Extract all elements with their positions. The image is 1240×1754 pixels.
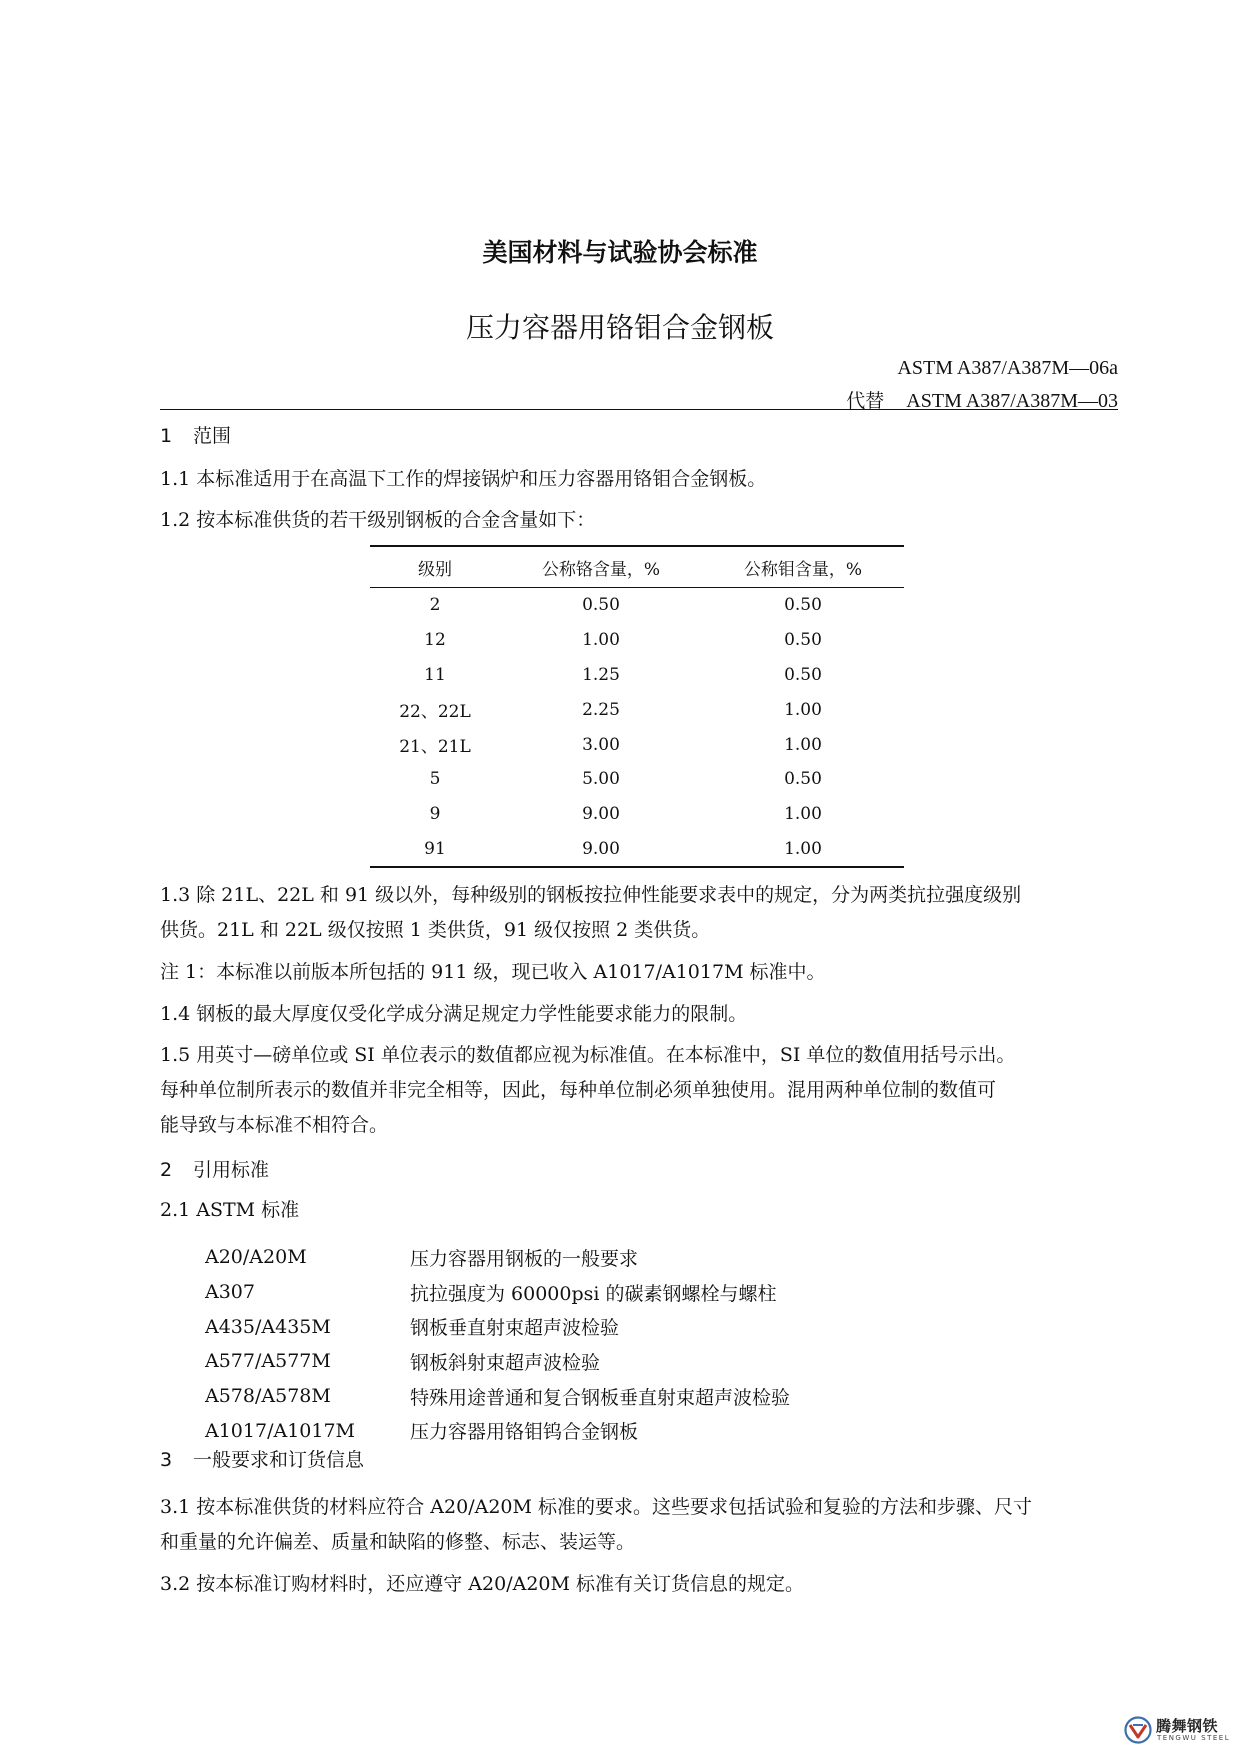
paragraph-3-1-line-1: 3.1 按本标准供货的材料应符合 A20/A20M 标准的要求。这些要求包括试验和复验的方法和步骤、尺寸 [160, 1496, 1032, 1518]
table-row [370, 658, 904, 693]
cell-grade: 12 [424, 630, 446, 651]
cell-grade: 9 [429, 804, 441, 825]
paragraph-1-5-line-2: 每种单位制所表示的数值并非完全相等，因此，每种单位制必须单独使用。混用两种单位制的数值可 [160, 1079, 997, 1101]
cell-chromium: 2.25 [582, 699, 620, 720]
cell-molybdenum: 1.00 [784, 734, 822, 755]
list-item [205, 1413, 790, 1448]
doc-title: 压力容器用铬钼合金钢板 [465, 311, 774, 344]
cell-molybdenum: 0.50 [784, 769, 822, 790]
cell-grade: 21、21L [399, 737, 471, 758]
table-row [370, 727, 904, 762]
section-1-heading [160, 421, 231, 451]
table-row [370, 588, 904, 623]
ref-code: A435/A435M [205, 1315, 331, 1338]
header-chromium: 公称铬含量，% [541, 559, 661, 580]
ref-code: A20/A20M [205, 1246, 307, 1269]
header-molybdenum: 公称钼含量，% [743, 559, 863, 580]
list-item [205, 1344, 790, 1379]
cell-molybdenum: 1.00 [784, 699, 822, 720]
ref-title: 钢板垂直射束超声波检验 [410, 1317, 620, 1340]
cell-chromium: 1.25 [582, 664, 620, 685]
paragraph-2-1: 2.1 ASTM 标准 [160, 1199, 300, 1221]
cell-grade: 5 [429, 769, 441, 790]
cell-chromium: 3.00 [582, 734, 620, 755]
section-title: 一般要求和订货信息 [193, 1449, 365, 1471]
replaces-line [846, 388, 1118, 414]
ref-title: 压力容器用钢板的一般要求 [410, 1247, 639, 1270]
logo-english-name: TENGWU STEEL [1157, 1734, 1231, 1742]
header-rule [160, 409, 1118, 410]
alloy-content-table [370, 545, 904, 868]
cell-chromium: 1.00 [582, 630, 620, 651]
paragraph-3-2: 3.2 按本标准订购材料时，还应遵守 A20/A20M 标准有关订货信息的规定。 [160, 1573, 804, 1595]
paragraph-1-5-line-3: 能导致与本标准不相符合。 [160, 1114, 389, 1136]
cell-grade: 22、22L [399, 702, 471, 723]
replaces-label: 代替 [846, 390, 885, 412]
paragraph-1-1: 1.1 本标准适用于在高温下工作的焊接锅炉和压力容器用铬钼合金钢板。 [160, 468, 767, 490]
ref-title: 抗拉强度为 60000psi 的碳素钢螺栓与螺柱 [410, 1282, 777, 1305]
ref-code: A577/A577M [205, 1350, 331, 1373]
referenced-standards-list [205, 1240, 790, 1448]
section-number: 2 [160, 1159, 173, 1181]
section-title: 引用标准 [193, 1159, 270, 1181]
cell-chromium: 9.00 [582, 804, 620, 825]
cell-grade: 2 [429, 595, 441, 616]
ref-title: 特殊用途普通和复合钢板垂直射束超声波检验 [410, 1386, 791, 1409]
section-number: 3 [160, 1449, 173, 1471]
cell-grade: 11 [424, 664, 446, 685]
logo-chinese-name: 腾舞钢铁 [1156, 1717, 1219, 1735]
paragraph-1-3-line-2: 供货。21L 和 22L 级仅按照 1 类供货，91 级仅按照 2 类供货。 [160, 919, 711, 941]
cell-molybdenum: 1.00 [784, 804, 822, 825]
cell-chromium: 9.00 [582, 838, 620, 859]
paragraph-3-1-line-2: 和重量的允许偏差、质量和缺陷的修整、标志、装运等。 [160, 1531, 636, 1553]
cell-molybdenum: 0.50 [784, 664, 822, 685]
section-2-heading [160, 1155, 269, 1185]
table-row [370, 692, 904, 727]
paragraph-1-4: 1.4 钢板的最大厚度仅受化学成分满足规定力学性能要求能力的限制。 [160, 1003, 748, 1025]
section-title: 范围 [193, 425, 232, 447]
cell-chromium: 5.00 [582, 769, 620, 790]
ref-code: A578/A578M [205, 1385, 331, 1408]
replaces-number: ASTM A387/A387M—03 [906, 390, 1118, 412]
table-header-row [370, 546, 904, 588]
ref-title: 压力容器用铬钼钨合金钢板 [410, 1421, 639, 1444]
cell-chromium: 0.50 [582, 595, 620, 616]
table-row [370, 832, 904, 868]
org-title: 美国材料与试验协会标准 [482, 238, 758, 267]
paragraph-1-2: 1.2 按本标准供货的若干级别钢板的合金含量如下： [160, 509, 596, 531]
section-number: 1 [160, 425, 173, 447]
company-logo [1124, 1714, 1240, 1750]
tengwu-logo-icon [1124, 1716, 1152, 1744]
cell-molybdenum: 0.50 [784, 595, 822, 616]
paragraph-1-5-line-1: 1.5 用英寸—磅单位或 SI 单位表示的数值都应视为标准值。在本标准中，SI 单位的数值用括号示出。 [160, 1044, 1016, 1066]
paragraph-1-3-line-1: 1.3 除 21L、22L 和 91 级以外，每种级别的钢板按拉伸性能要求表中的规定，分为两类抗拉强度级别 [160, 884, 1022, 906]
list-item [205, 1379, 790, 1414]
note-1: 注 1：本标准以前版本所包括的 911 级，现已收入 A1017/A1017M 标准中。 [160, 961, 826, 983]
cell-grade: 91 [424, 838, 446, 859]
cell-molybdenum: 1.00 [784, 838, 822, 859]
list-item [205, 1309, 790, 1344]
ref-code: A1017/A1017M [205, 1419, 356, 1442]
table-row [370, 797, 904, 832]
list-item [205, 1240, 790, 1275]
ref-code: A307 [205, 1281, 255, 1304]
header-grade: 级别 [418, 559, 452, 580]
table-row [370, 623, 904, 658]
ref-title: 钢板斜射束超声波检验 [410, 1351, 601, 1374]
cell-molybdenum: 0.50 [784, 630, 822, 651]
list-item [205, 1275, 790, 1310]
table-row [370, 762, 904, 797]
section-3-heading [160, 1445, 364, 1475]
standard-number: ASTM A387/A387M—06a [897, 357, 1118, 379]
